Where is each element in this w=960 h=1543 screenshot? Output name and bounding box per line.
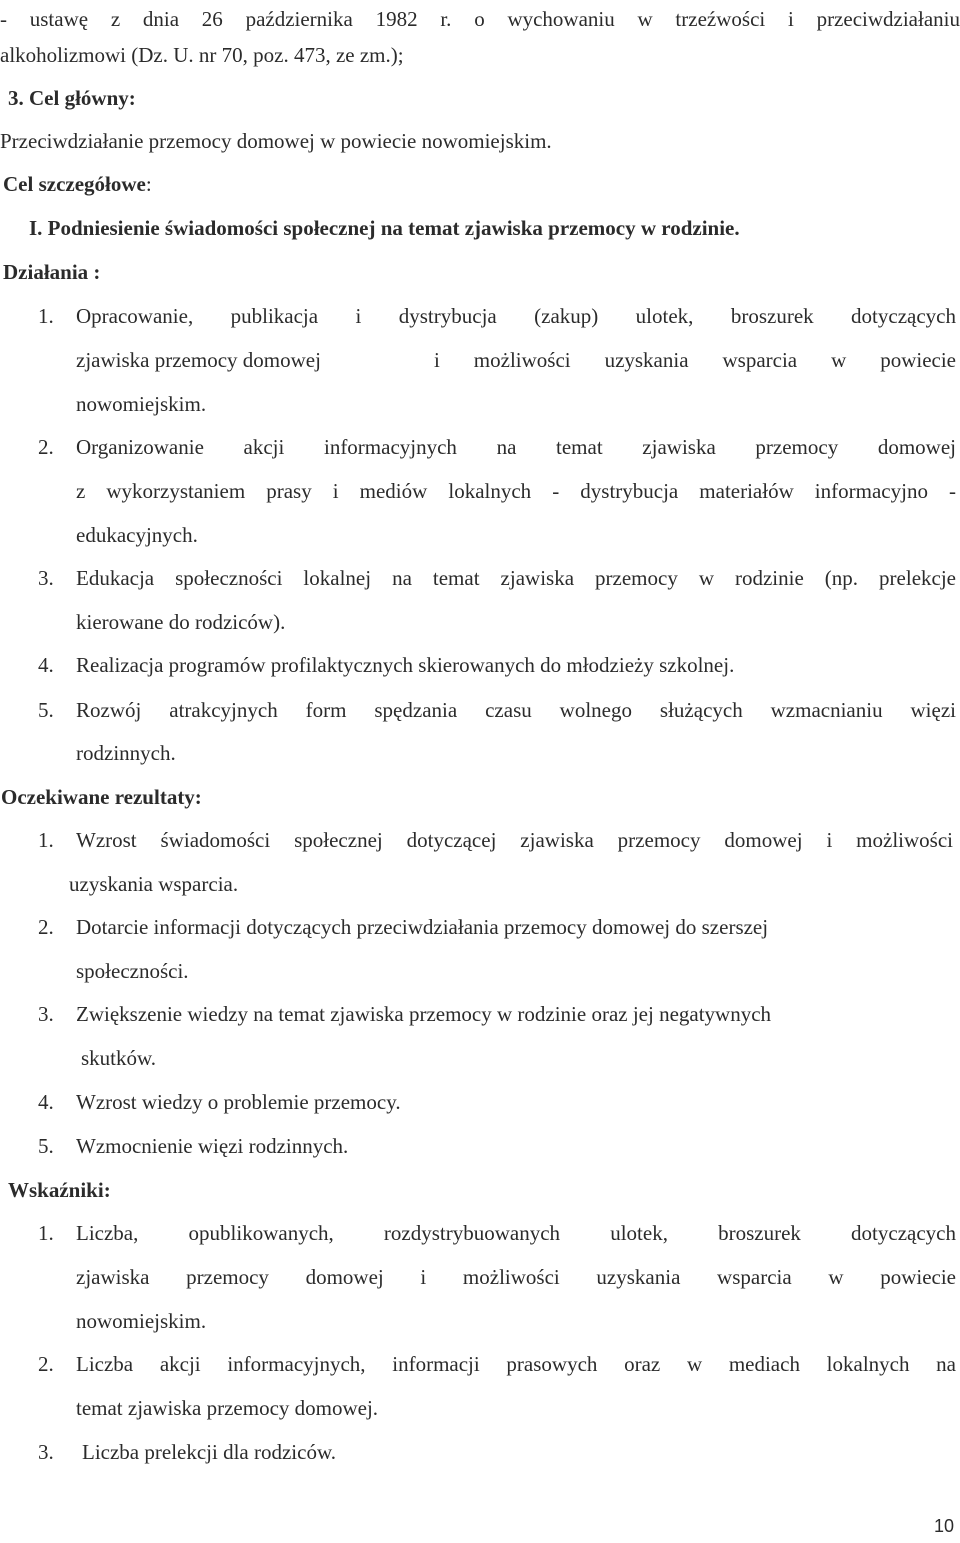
result-item-line [0, 862, 960, 906]
main-goal-heading: 3. Cel główny: [8, 86, 136, 110]
result-item-line [0, 992, 960, 1036]
expected-results-heading: Oczekiwane rezultaty: [1, 785, 202, 809]
action-item-line [0, 425, 960, 469]
action-item-text: Realizacja programów profilaktycznych skierowanych do młodzieży szkolnej. [76, 653, 735, 677]
action-item-number: 3. [38, 566, 54, 590]
page-number: 10 [933, 1516, 954, 1536]
indicator-item-text: Liczba prelekcji dla rodziców. [82, 1440, 337, 1464]
action-item-line [0, 338, 960, 382]
action-item-text: kierowane do rodziców). [76, 610, 286, 634]
result-item-text: Wzmocnienie więzi rodzinnych. [76, 1134, 349, 1158]
indicator-item-line [0, 1386, 960, 1430]
result-item-number: 2. [38, 915, 54, 939]
indicator-item-number: 3. [38, 1440, 54, 1464]
result-item-number: 1. [38, 828, 54, 852]
indicator-item-text: temat zjawiska przemocy domowej. [76, 1396, 379, 1420]
indicator-item-line [0, 1255, 960, 1299]
action-item-text: Rozwój atrakcyjnych form spędzania czasu wolnego służących wzmacnianiu więzi [76, 698, 956, 722]
action-item-line [0, 382, 960, 426]
result-item-number: 4. [38, 1090, 54, 1114]
action-item-line [0, 643, 960, 687]
action-item-text: i możliwości uzyskania wsparcia w powiecie [434, 348, 956, 372]
specific-goal-1: I. Podniesienie świadomości społecznej na temat zjawiska przemocy w rodzinie. [29, 216, 740, 240]
result-item-text: Wzrost świadomości społecznej dotyczącej zjawiska przemocy domowej i możliwości [76, 828, 953, 852]
result-item-line [0, 905, 960, 949]
result-item-line [0, 1124, 960, 1168]
result-item-text: Dotarcie informacji dotyczących przeciwdziałania przemocy domowej do szerszej [76, 915, 769, 939]
result-item-text: uzyskania wsparcia. [69, 872, 239, 896]
indicator-item-text: Liczba akcji informacyjnych, informacji prasowych oraz w mediach lokalnych na [76, 1352, 956, 1376]
action-item-text: Organizowanie akcji informacyjnych na temat zjawiska przemocy domowej [76, 435, 956, 459]
action-item-line [0, 600, 960, 644]
result-item-line [0, 818, 960, 862]
action-item-number: 5. [38, 698, 54, 722]
result-item-text: Wzrost wiedzy o problemie przemocy. [76, 1090, 401, 1114]
result-item-text: skutków. [81, 1046, 157, 1070]
action-item-number: 2. [38, 435, 54, 459]
indicator-item-line [0, 1430, 960, 1474]
actions-heading: Działania : [3, 260, 101, 284]
action-item-text: rodzinnych. [76, 741, 176, 765]
result-item-number: 3. [38, 1002, 54, 1026]
intro-line-2: alkoholizmowi (Dz. U. nr 70, poz. 473, ze zm.); [0, 43, 404, 67]
result-item-line [0, 1080, 960, 1124]
action-item-text: Edukacja społeczności lokalnej na temat zjawiska przemocy w rodzinie (np. prelekcje [76, 566, 956, 590]
action-item-text: edukacyjnych. [76, 523, 198, 547]
indicator-item-line [0, 1299, 960, 1343]
indicator-item-text: zjawiska przemocy domowej i możliwości uzyskania wsparcia w powiecie [76, 1265, 956, 1289]
action-item-line [0, 469, 960, 513]
action-item-line [0, 731, 960, 775]
indicator-item-number: 1. [38, 1221, 54, 1245]
action-item-text: Opracowanie, publikacja i dystrybucja (zakup) ulotek, broszurek dotyczących [76, 304, 956, 328]
intro-line-1: - ustawę z dnia 26 października 1982 r. o wychowaniu w trzeźwości i przeciwdziałaniu [0, 7, 960, 31]
specific-goals-heading: Cel szczegółowe: [3, 172, 152, 196]
indicator-item-number: 2. [38, 1352, 54, 1376]
action-item-text: zjawiska przemocy domowej [76, 348, 321, 372]
main-goal-text: Przeciwdziałanie przemocy domowej w powiecie nowomiejskim. [0, 129, 552, 153]
result-item-text: społeczności. [76, 959, 189, 983]
result-item-line [0, 1036, 960, 1080]
action-item-number: 1. [38, 304, 54, 328]
indicators-heading: Wskaźniki: [8, 1178, 111, 1202]
indicator-item-text: nowomiejskim. [76, 1309, 207, 1333]
action-item-line [0, 513, 960, 557]
indicator-item-text: Liczba, opublikowanych, rozdystrybuowanych ulotek, broszurek dotyczących [76, 1221, 956, 1245]
action-item-line [0, 556, 960, 600]
action-item-line [0, 294, 960, 338]
result-item-number: 5. [38, 1134, 54, 1158]
result-item-line [0, 949, 960, 993]
action-item-number: 4. [38, 653, 54, 677]
action-item-text: z wykorzystaniem prasy i mediów lokalnych - dystrybucja materiałów informacyjno - [76, 479, 956, 503]
action-item-line [0, 688, 960, 732]
action-item-text: nowomiejskim. [76, 392, 207, 416]
indicator-item-line [0, 1211, 960, 1255]
indicator-item-line [0, 1342, 960, 1386]
result-item-text: Zwiększenie wiedzy na temat zjawiska przemocy w rodzinie oraz jej negatywnych [76, 1002, 772, 1026]
